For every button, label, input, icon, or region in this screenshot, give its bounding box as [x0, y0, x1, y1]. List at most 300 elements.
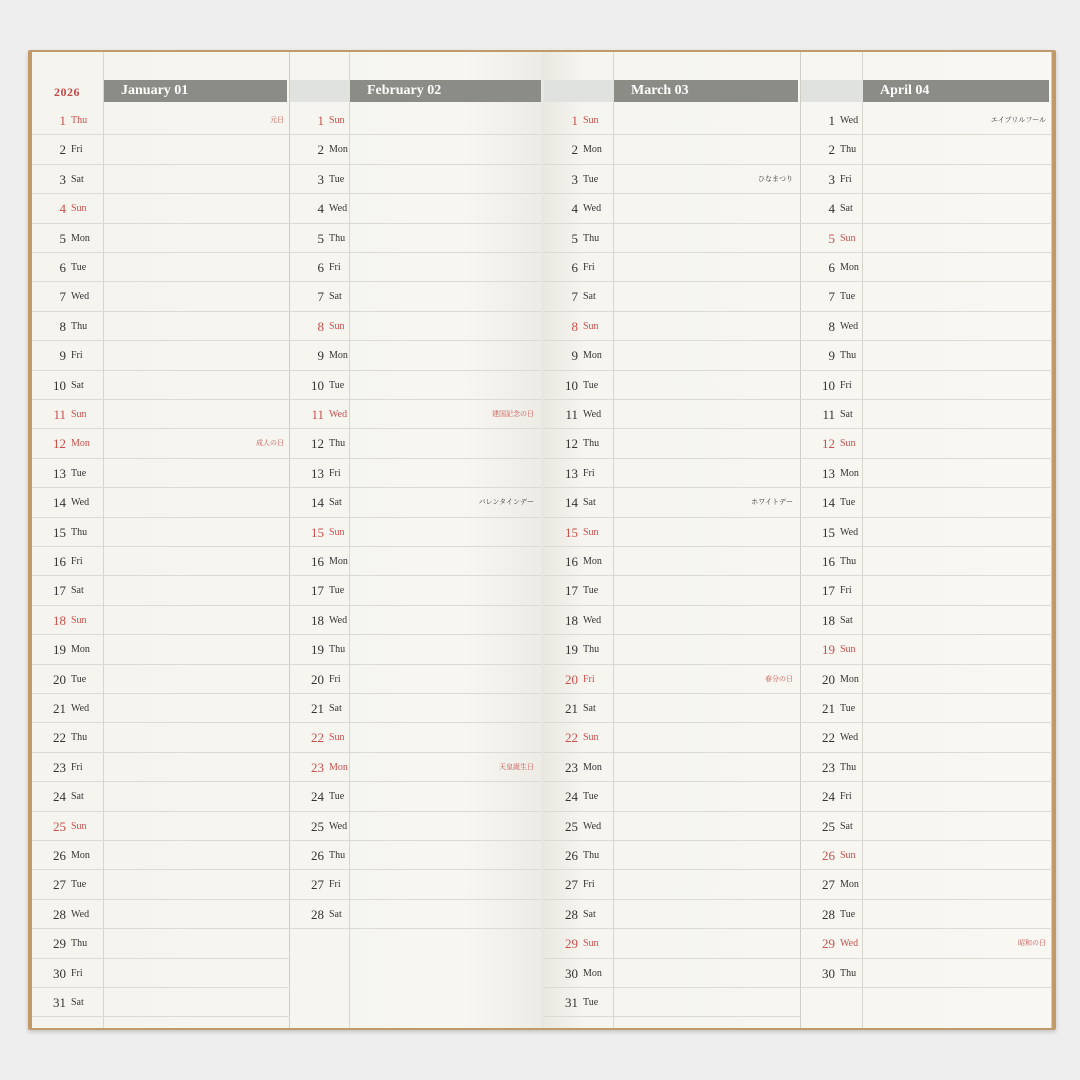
day-row[interactable] — [32, 253, 290, 282]
day-row[interactable] — [32, 723, 290, 752]
day-number: 30 — [53, 965, 66, 981]
day-row[interactable] — [801, 459, 1052, 488]
day-of-week: Thu — [329, 644, 346, 656]
day-row[interactable] — [290, 665, 544, 694]
header-spacer — [544, 80, 614, 102]
day-row[interactable] — [32, 194, 290, 223]
day-number: 5 — [59, 230, 66, 246]
day-row[interactable] — [544, 929, 801, 958]
day-row[interactable] — [801, 812, 1052, 841]
day-number: 13 — [565, 465, 578, 481]
day-row[interactable] — [801, 341, 1052, 370]
day-row[interactable] — [544, 400, 801, 429]
day-number: 26 — [565, 848, 578, 863]
day-of-week: Sat — [583, 908, 596, 920]
day-row[interactable] — [544, 635, 801, 664]
day-row[interactable] — [544, 253, 801, 282]
day-number: 15 — [565, 524, 578, 540]
day-row[interactable] — [290, 341, 544, 370]
day-row[interactable] — [32, 518, 290, 547]
day-of-week: Wed — [329, 409, 348, 420]
day-row[interactable] — [32, 782, 290, 811]
day-of-week: Sun — [583, 938, 599, 950]
day-number: 28 — [565, 906, 578, 922]
day-of-week: Tue — [71, 467, 87, 479]
day-of-week: Wed — [583, 614, 602, 626]
day-row[interactable] — [544, 753, 801, 782]
day-number: 10 — [822, 377, 835, 393]
day-number: 14 — [53, 495, 66, 511]
day-of-week: Fri — [71, 761, 83, 773]
day-row[interactable] — [32, 841, 290, 870]
day-number: 3 — [59, 171, 66, 187]
day-number: 26 — [311, 848, 324, 863]
day-number: 18 — [53, 612, 66, 628]
day-number: 4 — [571, 201, 578, 217]
day-number: 12 — [565, 436, 578, 452]
month-column-january — [32, 52, 290, 1028]
day-number: 6 — [317, 260, 324, 275]
day-row[interactable] — [290, 459, 544, 488]
day-row[interactable] — [544, 459, 801, 488]
day-number: 4 — [317, 201, 324, 217]
day-of-week: Tue — [329, 585, 345, 597]
day-number: 17 — [53, 583, 66, 599]
day-row[interactable] — [290, 165, 544, 194]
day-of-week: Fri — [329, 262, 341, 273]
day-number: 9 — [59, 348, 66, 364]
day-row[interactable] — [544, 282, 801, 311]
day-of-week: Mon — [583, 556, 602, 567]
day-number: 5 — [317, 230, 324, 246]
day-row[interactable] — [801, 723, 1052, 752]
day-row[interactable] — [544, 900, 801, 929]
day-number: 9 — [317, 348, 324, 364]
day-row[interactable] — [290, 753, 544, 782]
header-spacer — [801, 80, 863, 102]
day-row[interactable] — [801, 429, 1052, 458]
day-number: 5 — [571, 230, 578, 246]
day-number: 7 — [59, 289, 66, 305]
day-number: 20 — [565, 671, 578, 687]
day-row[interactable] — [801, 635, 1052, 664]
day-note: エイプリルフール — [990, 116, 1046, 124]
day-of-week: Tue — [840, 703, 856, 714]
day-number: 10 — [53, 377, 66, 393]
day-row[interactable] — [290, 576, 544, 605]
day-row[interactable] — [801, 547, 1052, 576]
day-number: 13 — [822, 465, 835, 481]
day-row[interactable] — [544, 694, 801, 723]
day-number: 4 — [828, 201, 835, 217]
day-row[interactable] — [544, 576, 801, 605]
day-row[interactable] — [32, 870, 290, 899]
day-of-week: Mon — [71, 438, 90, 450]
day-row[interactable] — [544, 312, 801, 341]
day-number: 10 — [311, 377, 324, 393]
day-of-week: Mon — [329, 144, 348, 156]
day-row[interactable] — [544, 106, 801, 135]
day-row[interactable] — [32, 665, 290, 694]
day-row[interactable] — [801, 488, 1052, 517]
day-of-week: Wed — [329, 820, 348, 832]
day-number: 31 — [53, 995, 66, 1010]
day-of-week: Wed — [583, 203, 602, 215]
day-row[interactable] — [801, 694, 1052, 723]
day-row[interactable] — [801, 576, 1052, 605]
day-row[interactable] — [801, 224, 1052, 253]
day-of-week: Mon — [583, 761, 602, 773]
day-row[interactable] — [32, 312, 290, 341]
day-of-week: Thu — [71, 938, 88, 950]
day-number: 2 — [828, 142, 835, 158]
day-of-week: Sat — [329, 291, 342, 303]
day-number: 2 — [317, 142, 324, 158]
day-row[interactable] — [32, 282, 290, 311]
day-number: 15 — [53, 524, 66, 540]
day-number: 24 — [53, 789, 66, 805]
day-of-week: Wed — [329, 203, 348, 215]
day-number: 6 — [59, 260, 66, 275]
day-of-week: Wed — [71, 703, 90, 714]
day-row[interactable] — [290, 429, 544, 458]
day-of-week: Tue — [583, 585, 599, 597]
day-number: 30 — [565, 965, 578, 981]
day-row[interactable] — [801, 900, 1052, 929]
planner-notebook — [28, 50, 1056, 1030]
day-row[interactable] — [32, 812, 290, 841]
day-number: 12 — [311, 436, 324, 452]
day-row[interactable] — [290, 900, 544, 929]
day-row[interactable] — [290, 635, 544, 664]
day-number: 3 — [828, 171, 835, 187]
day-of-week: Wed — [840, 526, 859, 538]
day-number: 25 — [53, 818, 66, 834]
day-number: 6 — [828, 260, 835, 275]
day-note: ひなまつり — [758, 174, 793, 183]
day-row[interactable] — [32, 371, 290, 400]
day-row[interactable] — [32, 988, 290, 1017]
day-number: 28 — [311, 906, 324, 922]
day-row[interactable] — [801, 929, 1052, 958]
day-row[interactable] — [544, 341, 801, 370]
day-number: 8 — [571, 318, 578, 334]
day-of-week: Thu — [840, 144, 857, 156]
day-number: 22 — [53, 730, 66, 746]
day-of-week: Mon — [840, 262, 859, 273]
day-number: 22 — [565, 730, 578, 746]
day-of-week: Sat — [71, 379, 84, 391]
day-number: 19 — [565, 642, 578, 658]
day-of-week: Wed — [329, 614, 348, 626]
day-row[interactable] — [290, 694, 544, 723]
day-row[interactable] — [290, 282, 544, 311]
day-number: 18 — [822, 612, 835, 628]
day-of-week: Mon — [840, 673, 859, 685]
day-of-week: Fri — [329, 673, 341, 685]
day-row[interactable] — [801, 606, 1052, 635]
day-number: 16 — [53, 554, 66, 569]
day-of-week: Mon — [840, 467, 859, 479]
day-number: 25 — [311, 818, 324, 834]
day-number: 29 — [565, 936, 578, 952]
month-column-february — [290, 52, 544, 1028]
day-row[interactable] — [544, 782, 801, 811]
day-number: 14 — [565, 495, 578, 511]
day-of-week: Wed — [840, 732, 859, 744]
day-row[interactable] — [801, 194, 1052, 223]
day-number: 15 — [311, 524, 324, 540]
day-of-week: Sun — [71, 614, 87, 626]
day-row[interactable] — [544, 665, 801, 694]
day-row[interactable] — [290, 371, 544, 400]
day-of-week: Fri — [840, 585, 852, 597]
day-of-week: Sun — [840, 232, 856, 244]
day-row[interactable] — [32, 488, 290, 517]
day-row[interactable] — [801, 253, 1052, 282]
day-number: 13 — [53, 465, 66, 481]
day-number: 3 — [571, 171, 578, 187]
day-of-week: Sat — [329, 497, 342, 509]
day-number: 16 — [565, 554, 578, 569]
day-row[interactable] — [544, 135, 801, 164]
day-number: 23 — [311, 759, 324, 775]
day-of-week: Sat — [583, 703, 596, 714]
day-row[interactable] — [544, 723, 801, 752]
day-row[interactable] — [544, 547, 801, 576]
day-number: 25 — [822, 818, 835, 834]
day-of-week: Thu — [71, 115, 88, 126]
day-number: 8 — [317, 318, 324, 334]
day-row[interactable] — [801, 518, 1052, 547]
day-of-week: Tue — [583, 173, 599, 185]
day-row[interactable] — [544, 606, 801, 635]
day-row[interactable] — [32, 929, 290, 958]
day-number: 21 — [822, 701, 835, 716]
day-row[interactable] — [801, 753, 1052, 782]
day-of-week: Thu — [329, 232, 346, 244]
day-row[interactable] — [801, 282, 1052, 311]
day-of-week: Thu — [329, 850, 346, 861]
day-row[interactable] — [801, 870, 1052, 899]
day-of-week: Fri — [840, 379, 852, 391]
month-header: January 01 — [104, 80, 287, 102]
day-of-week: Sat — [840, 409, 853, 420]
day-row[interactable] — [290, 400, 544, 429]
day-row[interactable] — [32, 341, 290, 370]
day-number: 2 — [59, 142, 66, 158]
day-row[interactable] — [290, 518, 544, 547]
day-number: 6 — [571, 260, 578, 275]
day-row[interactable] — [290, 812, 544, 841]
day-row[interactable] — [801, 371, 1052, 400]
left-page — [32, 52, 544, 1028]
day-row[interactable] — [290, 723, 544, 752]
day-number: 26 — [822, 848, 835, 863]
day-of-week: Thu — [583, 232, 600, 244]
day-row[interactable] — [801, 312, 1052, 341]
day-row[interactable] — [32, 400, 290, 429]
day-row[interactable] — [32, 900, 290, 929]
day-row[interactable] — [290, 547, 544, 576]
day-row[interactable] — [544, 841, 801, 870]
day-number: 17 — [565, 583, 578, 599]
day-of-week: Mon — [329, 761, 348, 773]
day-of-week: Sun — [329, 526, 345, 538]
day-of-week: Tue — [840, 291, 856, 303]
day-number: 20 — [311, 671, 324, 687]
day-row[interactable] — [290, 606, 544, 635]
day-row[interactable] — [544, 224, 801, 253]
day-of-week: Fri — [329, 467, 341, 479]
day-row[interactable] — [32, 135, 290, 164]
day-row[interactable] — [544, 870, 801, 899]
day-of-week: Fri — [71, 556, 83, 567]
day-note: 元日 — [270, 116, 284, 124]
day-row[interactable] — [544, 165, 801, 194]
day-row[interactable] — [32, 694, 290, 723]
day-row[interactable] — [32, 753, 290, 782]
day-row[interactable] — [801, 165, 1052, 194]
month-header: April 04 — [863, 80, 1049, 102]
day-number: 7 — [571, 289, 578, 305]
day-number: 31 — [565, 995, 578, 1010]
day-of-week: Sun — [329, 115, 345, 126]
day-of-week: Fri — [583, 262, 595, 273]
month-column-april — [801, 52, 1052, 1028]
day-row[interactable] — [290, 224, 544, 253]
day-of-week: Mon — [583, 967, 602, 979]
day-row[interactable] — [290, 782, 544, 811]
day-number: 15 — [822, 524, 835, 540]
day-note: 成人の日 — [256, 439, 284, 448]
day-number: 5 — [828, 230, 835, 246]
day-number: 20 — [53, 671, 66, 687]
day-of-week: Mon — [583, 144, 602, 156]
day-row[interactable] — [290, 488, 544, 517]
day-of-week: Thu — [840, 556, 857, 567]
day-of-week: Thu — [71, 320, 88, 332]
day-row[interactable] — [290, 841, 544, 870]
day-row[interactable] — [801, 665, 1052, 694]
day-of-week: Fri — [71, 144, 83, 156]
day-note: 昭和の日 — [1018, 939, 1046, 948]
day-row[interactable] — [290, 253, 544, 282]
day-of-week: Sun — [71, 203, 87, 215]
day-number: 24 — [822, 789, 835, 805]
day-of-week: Tue — [329, 791, 345, 803]
day-number: 11 — [53, 407, 66, 422]
day-number: 4 — [59, 201, 66, 217]
day-row[interactable] — [801, 106, 1052, 135]
day-row[interactable] — [801, 400, 1052, 429]
day-of-week: Tue — [840, 497, 856, 509]
day-number: 14 — [311, 495, 324, 511]
day-row[interactable] — [290, 194, 544, 223]
day-number: 24 — [565, 789, 578, 805]
day-of-week: Wed — [71, 908, 90, 920]
day-of-week: Thu — [71, 732, 88, 744]
day-number: 17 — [311, 583, 324, 599]
day-number: 2 — [571, 142, 578, 158]
day-of-week: Mon — [329, 556, 348, 567]
day-of-week: Wed — [840, 320, 859, 332]
day-number: 1 — [317, 113, 324, 128]
day-of-week: Mon — [71, 644, 90, 656]
day-row[interactable] — [290, 135, 544, 164]
day-number: 28 — [53, 906, 66, 922]
day-of-week: Fri — [583, 879, 595, 891]
day-of-week: Sun — [583, 526, 599, 538]
day-row[interactable] — [32, 224, 290, 253]
day-of-week: Fri — [329, 879, 341, 891]
day-row[interactable] — [32, 959, 290, 988]
day-number: 19 — [822, 642, 835, 658]
day-row[interactable] — [544, 488, 801, 517]
day-row[interactable] — [544, 371, 801, 400]
day-row[interactable] — [544, 194, 801, 223]
day-row[interactable] — [32, 576, 290, 605]
day-number: 3 — [317, 171, 324, 187]
day-of-week: Tue — [329, 173, 345, 185]
day-row[interactable] — [32, 106, 290, 135]
day-of-week: Mon — [329, 350, 348, 362]
day-row[interactable] — [801, 959, 1052, 988]
day-note: ホワイトデー — [751, 498, 793, 507]
day-note: バレンタインデー — [478, 498, 534, 507]
day-row[interactable] — [801, 782, 1052, 811]
day-of-week: Sun — [583, 320, 599, 332]
day-of-week: Sun — [840, 850, 856, 861]
day-row[interactable] — [32, 606, 290, 635]
day-of-week: Mon — [840, 879, 859, 891]
day-number: 18 — [565, 612, 578, 628]
day-row[interactable] — [801, 135, 1052, 164]
day-row[interactable] — [544, 518, 801, 547]
day-of-week: Sat — [583, 497, 596, 509]
day-number: 25 — [565, 818, 578, 834]
day-of-week: Sun — [583, 115, 599, 126]
day-row[interactable] — [290, 312, 544, 341]
day-of-week: Sat — [71, 791, 84, 803]
day-of-week: Sat — [329, 908, 342, 920]
day-row[interactable] — [32, 165, 290, 194]
day-of-week: Thu — [71, 526, 88, 538]
day-number: 13 — [311, 465, 324, 481]
month-header: February 02 — [350, 80, 541, 102]
day-row[interactable] — [544, 812, 801, 841]
day-of-week: Mon — [71, 850, 90, 861]
day-of-week: Sun — [71, 820, 87, 832]
month-header: March 03 — [614, 80, 798, 102]
day-number: 16 — [822, 554, 835, 569]
day-row[interactable] — [290, 870, 544, 899]
day-of-week: Sat — [71, 585, 84, 597]
day-of-week: Tue — [840, 908, 856, 920]
day-row[interactable] — [801, 841, 1052, 870]
day-row[interactable] — [32, 429, 290, 458]
day-of-week: Tue — [583, 379, 599, 391]
day-row[interactable] — [32, 547, 290, 576]
day-of-week: Tue — [583, 791, 599, 803]
day-row[interactable] — [544, 988, 801, 1017]
day-row[interactable] — [290, 106, 544, 135]
day-row[interactable] — [32, 459, 290, 488]
day-number: 14 — [822, 495, 835, 511]
day-row[interactable] — [544, 429, 801, 458]
day-row[interactable] — [544, 959, 801, 988]
day-row[interactable] — [32, 635, 290, 664]
